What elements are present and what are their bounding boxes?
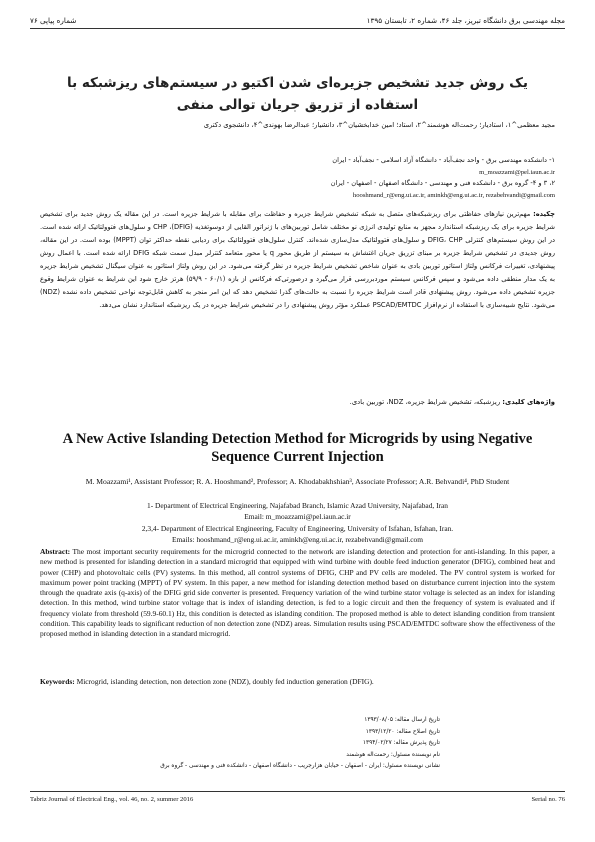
page-header	[30, 14, 565, 29]
page-footer	[30, 791, 565, 804]
serial-number-header: شماره پیاپی ۷۶	[30, 16, 77, 25]
article-dates	[140, 715, 440, 773]
english-keywords-label: Keywords:	[40, 677, 75, 686]
corresponding-author: نام نویسنده مسئول: رحمت‌اله هوشمند	[346, 751, 440, 758]
english-affiliations	[40, 500, 555, 545]
persian-keywords	[40, 398, 555, 406]
english-abstract-text: The most important security requirements for the microgrid connected to the network are islanding detection and protection for anti-islanding. In this paper, a new method is presented for islanding detection in a standard microgrid that equipped with wind turbine with double feed induction generator (DFIG), combined heat and power (CHP) and photovoltaic cells (PV) systems. In this method, all control systems of DFIG, CHP and PV cells are modeled. The PV control system is worked for maximum power point tracking (MPPT) of PV system. In this paper, a new method for islanding detection method based on disturbance current injection into the system through the quadrate axis (q-axis) of the DFIG grid side converter is presented. Frequency variation of the wind turbine stator voltage is selected as an index for islanding detection. In this method, wind turbine stator voltage that is index of islanding detection, is fed to a logic circuit and then the frequency of system is evaluated and if frequency violate from threshold (59.9-60.1) Hz, this condition is detected as islanding condition. The proposed method is able to detect islanding condition from transient condition. This capability leads to significant reduction of non detection zone (NDZ) areas. Simulation results using PSCAD/EMTDC software show the effectiveness of the proposed method in islanding detection in a standard microgrid.	[40, 547, 555, 639]
persian-affiliation-1: ۱- دانشکده مهندسی برق - واحد نجف‌آباد - دانشگاه آزاد اسلامی - نجف‌آباد - ایران	[332, 156, 555, 164]
english-affiliation-email-2: Emails: hooshmand_r@eng.ui.ac.ir, aminkh@eng.ui.ac.ir, rezabehvandi@gmail.com	[172, 534, 423, 544]
english-keywords	[40, 677, 555, 686]
english-affiliation-1: 1- Department of Electrical Engineering, Najafabad Branch, Islamic Azad University, Najafabad, Iran	[147, 501, 448, 510]
serial-number-footer: Serial no. 76	[531, 796, 565, 803]
persian-affiliations	[40, 155, 555, 201]
persian-affiliation-email-1: m_moazzami@pel.iaun.ac.ir	[479, 168, 555, 176]
persian-keywords-label: واژه‌های کلیدی:	[502, 398, 555, 406]
journal-header: مجله مهندسی برق دانشگاه تبریز، جلد ۴۶، شماره ۲، تابستان ۱۳۹۵	[366, 16, 565, 25]
english-abstract	[40, 547, 555, 640]
persian-affiliation-email-2: hooshmand_r@eng.ui.ac.ir, aminkh@eng.ui.ac.ir, rezabehvandi@gmail.com	[352, 191, 555, 199]
persian-abstract-text: مهم‌ترین نیازهای حفاظتی برای ریزشبکه‌های متصل به شبکه تشخیص شرایط جزیره و حفاظت برای مقابله با شرایط جزیره است. در این مقاله یک روش جدید برای تشخیص شرایط جزیره برای یک ریزشبکه استاندارد مجهز به منابع تولیدی انرژی نو مختلف شامل توربین‌های با ژنراتور القایی از دوسوتغذیه (DFIG)، CHP و سلول‌های فتوولتائیک ارائه شده است. در این روش سیستم‌های کنترلی DFIG، CHP و سلول‌های فتوولتائیک مدل‌سازی شده‌اند. کنترل سلول‌های فتوولتائیک برای ردیابی نقطه حداکثر توان (MPPT) بوده است. در این مقاله، روش جدیدی در تشخیص شرایط جزیره بر مبنای تزریق جریان اغتشاش به سیستم از طریق محور q یا محور متعامد کنترلر مبدل سمت شبکه DFIG ارائه شده است. با اعمال روش پیشنهادی، تغییرات فرکانس ولتاژ استاتور توربین بادی به عنوان شاخص تشخیص شرایط جزیره در نظر گرفته می‌شود. در این روش ولتاژ استاتور به عنوان سیگنال تشخیص شرایط جزیره به یک مدار منطقی داده می‌شود و سپس فرکانس سیستم موردبررسی قرار می‌گیرد و درصورتی‌که فرکانس از بازه (۶۰/۱ - ۵۹/۹) هرتز خارج شود این شرایط به عنوان شرایط وقوع جزیره تشخیص داده می‌شود. روش پیشنهادی قادر است شرایط جزیره را نسبت به حالت‌های گذرا تشخیص دهد که این امر منجر به کاهش قابل‌توجه نواحی تشخیص داده نشده (NDZ) می‌شود. نتایج شبیه‌سازی با استفاده از نرم‌افزار PSCAD/EMTDC عملکرد مؤثر روش پیشنهادی را در تشخیص شرایط جزیره در یک ریزشبکه استاندارد نشان می‌دهد.	[40, 210, 556, 309]
persian-affiliation-2: ۲، ۳ و ۴- گروه برق - دانشکده فنی و مهندسی - دانشگاه اصفهان - اصفهان - ایران	[330, 179, 555, 187]
english-title: A New Active Islanding Detection Method for Microgrids by using Negative Sequence Current Injection	[62, 431, 533, 465]
persian-keywords-text: ریزشبکه، تشخیص شرایط جزیره، NDZ، توربین بادی.	[349, 398, 501, 406]
english-authors: M. Moazzami¹, Assistant Professor; R. A. Hooshmand², Professor; A. Khodabakhshian³, Associate Professor; A.R. Behvandi⁴, PhD Student	[85, 477, 510, 486]
persian-abstract	[40, 208, 555, 312]
english-affiliation-email-1: Email: m_moazzami@pel.iaun.ac.ir	[244, 512, 351, 522]
persian-authors: مجید معظمی^۱، استادیار؛ رحمت‌اله هوشمند^۲، استاد؛ امین خدابخشیان^۳، دانشیار؛ عبدالرضا بهوندی^۴، دانشجوی دکتری	[203, 121, 555, 129]
persian-abstract-label: چکیده:	[533, 210, 555, 218]
date-submitted: تاریخ ارسال مقاله: ۱۳۹۳/۰۸/۰۵	[364, 717, 440, 723]
journal-footer: Tabriz Journal of Electrical Eng., vol. 46, no. 2, summer 2016	[30, 796, 194, 803]
english-affiliation-2: 2,3,4- Department of Electrical Engineering, Faculty of Engineering, University of Isfahan, Isfahan, Iran.	[141, 523, 454, 533]
english-abstract-label: Abstract:	[40, 547, 71, 556]
english-keywords-text: Microgrid, islanding detection, non detection zone (NDZ), doubly fed induction generation (DFIG).	[76, 677, 374, 686]
corresponding-address: نشانی نویسنده مسئول: ایران - اصفهان - خیابان هزارجریب - دانشگاه اصفهان - دانشکده فنی و مهندسی - گروه برق	[160, 763, 440, 770]
persian-title: یک روش جدید تشخیص جزیره‌ای شدن اکتیو در سیستم‌های ریزشبکه با استفاده از تزریق جریان توالی منفی	[67, 75, 528, 113]
date-accepted: تاریخ پذیرش مقاله: ۱۳۹۴/۰۲/۲۷	[362, 740, 440, 747]
date-revised: تاریخ اصلاح مقاله: ۱۳۹۳/۱۲/۲۰	[365, 728, 440, 735]
